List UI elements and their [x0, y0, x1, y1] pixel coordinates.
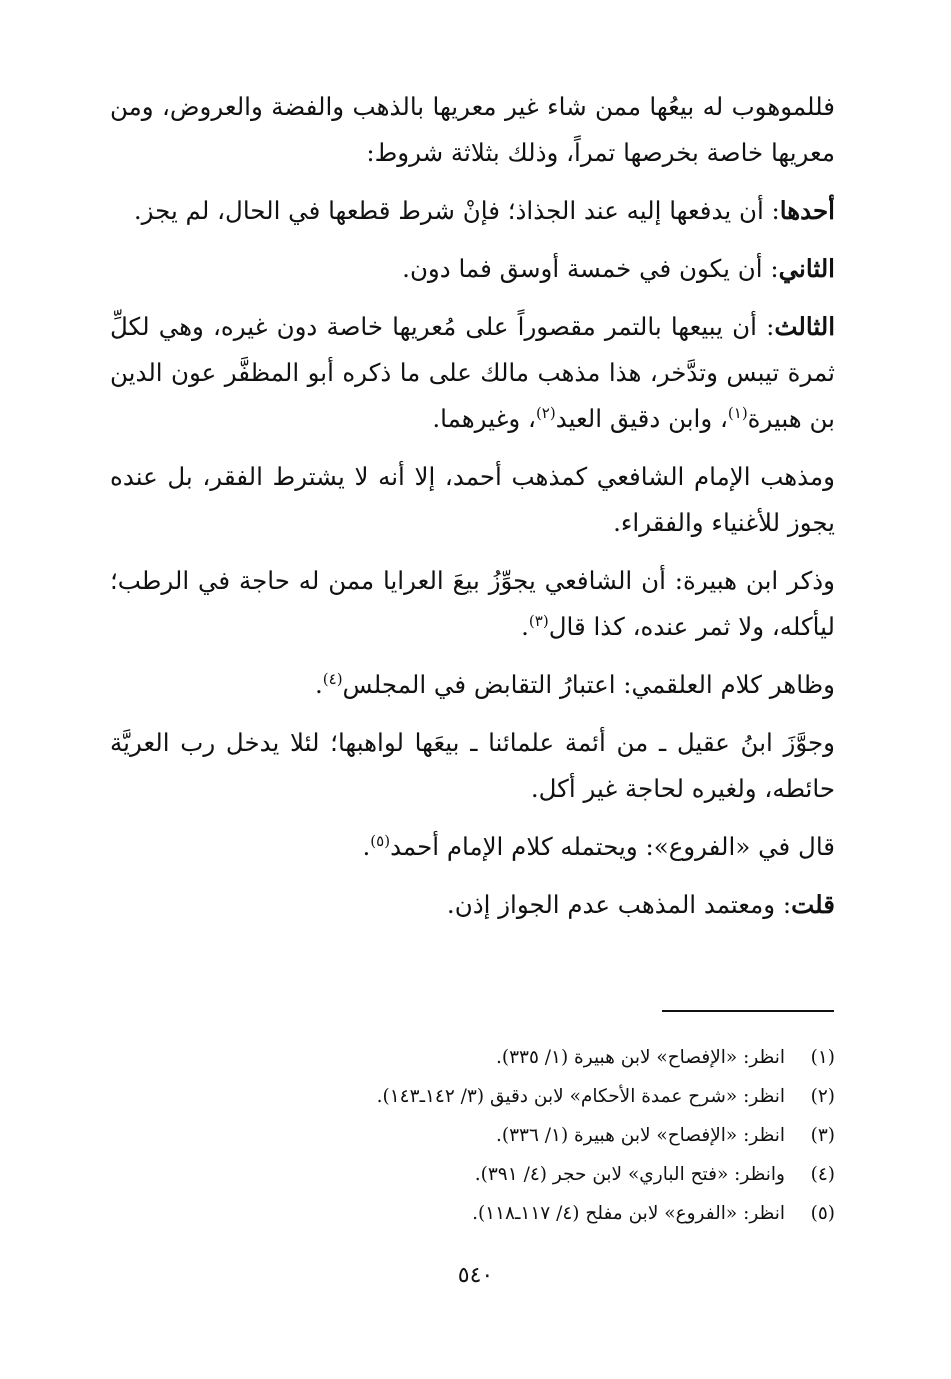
footnote-text: انظر: «شرح عمدة الأحكام» لابن دقيق (٣/ ١٤٢ـ١٤٣).	[376, 1086, 785, 1107]
footnote-number: (٢)	[810, 1086, 835, 1107]
main-text	[110, 84, 835, 940]
footnote-ref: (٥)	[370, 831, 391, 850]
footnote-number: (١)	[810, 1047, 835, 1068]
note-label: قلت	[791, 890, 835, 919]
footnote-ref: (٢)	[535, 403, 556, 422]
footnote-item	[110, 1194, 835, 1233]
footnote-ref: (٣)	[528, 611, 549, 630]
footnote-item	[110, 1038, 835, 1077]
paragraph-2: أحدها: أن يدفعها إليه عند الجذاذ؛ فإنْ شرط قطعها في الحال، لم يجز.	[133, 196, 835, 225]
footnote-ref: (١)	[727, 403, 748, 422]
paragraph-4: الثالث: أن يبيعها بالتمر مقصوراً على مُعريها خاصة دون غيره، وهي لكلِّ ثمرة تيبس وتدَّخر، هذا مذهب مالك على ما ذكره أبو المظفَّر عون الدين بن هبيرة$^{(١)}$، وابن دقيق العيد$^{(٢)}$، وغيرهما.	[110, 312, 835, 433]
paragraph-5: ومذهب الإمام الشافعي كمذهب أحمد، إلا أنه لا يشترط الفقر، بل عنده يجوز للأغنياء والفقراء.	[110, 462, 835, 537]
footnote-item	[110, 1077, 835, 1116]
condition-label: الثاني	[778, 254, 835, 283]
footnote-divider	[662, 1010, 834, 1012]
condition-label: أحدها	[779, 196, 835, 225]
footnote-text: انظر: «الإفصاح» لابن هبيرة (١/ ٣٣٥).	[495, 1047, 785, 1068]
footnote-text: انظر: «الفروع» لابن مفلح (٤/ ١١٧ـ١١٨).	[472, 1203, 785, 1224]
footnote-number: (٥)	[810, 1203, 835, 1224]
paragraph-9: قال في «الفروع»: ويحتمله كلام الإمام أحمد$^{(٥)}$.	[362, 831, 835, 861]
footnote-text: انظر: «الإفصاح» لابن هبيرة (١/ ٣٣٦).	[495, 1125, 785, 1146]
footnote-item	[110, 1116, 835, 1155]
paragraph-10: قلت: ومعتمد المذهب عدم الجواز إذن.	[446, 890, 835, 919]
footnote-number: (٣)	[810, 1125, 835, 1146]
condition-label: الثالث	[774, 312, 835, 341]
page-number: ٥٤٠	[457, 1263, 494, 1288]
footnotes	[110, 1038, 835, 1233]
paragraph-7: وظاهر كلام العلقمي: اعتبارُ التقابض في المجلس$^{(٤)}$.	[314, 669, 835, 699]
footnote-ref: (٤)	[322, 669, 343, 688]
footnote-text: وانظر: «فتح الباري» لابن حجر (٤/ ٣٩١).	[474, 1164, 785, 1185]
paragraph-1: فللموهوب له بيعُها ممن شاء غير معريها بالذهب والفضة والعروض، ومن معريها خاصة بخرصها تمراً، وذلك بثلاثة شروط:	[110, 92, 835, 167]
footnote-number: (٤)	[810, 1164, 835, 1185]
paragraph-8: وجوَّزَ ابنُ عقيل ـ من أئمة علمائنا ـ بيعَها لواهبها؛ لئلا يدخل رب العريَّة حائطه، ولغيره لحاجة غير أكل.	[110, 728, 835, 803]
footnote-item	[110, 1155, 835, 1194]
paragraph-6: وذكر ابن هبيرة: أن الشافعي يجوِّزُ بيعَ العرايا ممن له حاجة في الرطب؛ ليأكله، ولا ثمر عنده، كذا قال$^{(٣)}$.	[110, 566, 835, 641]
paragraph-3: الثاني: أن يكون في خمسة أوسق فما دون.	[402, 254, 835, 283]
